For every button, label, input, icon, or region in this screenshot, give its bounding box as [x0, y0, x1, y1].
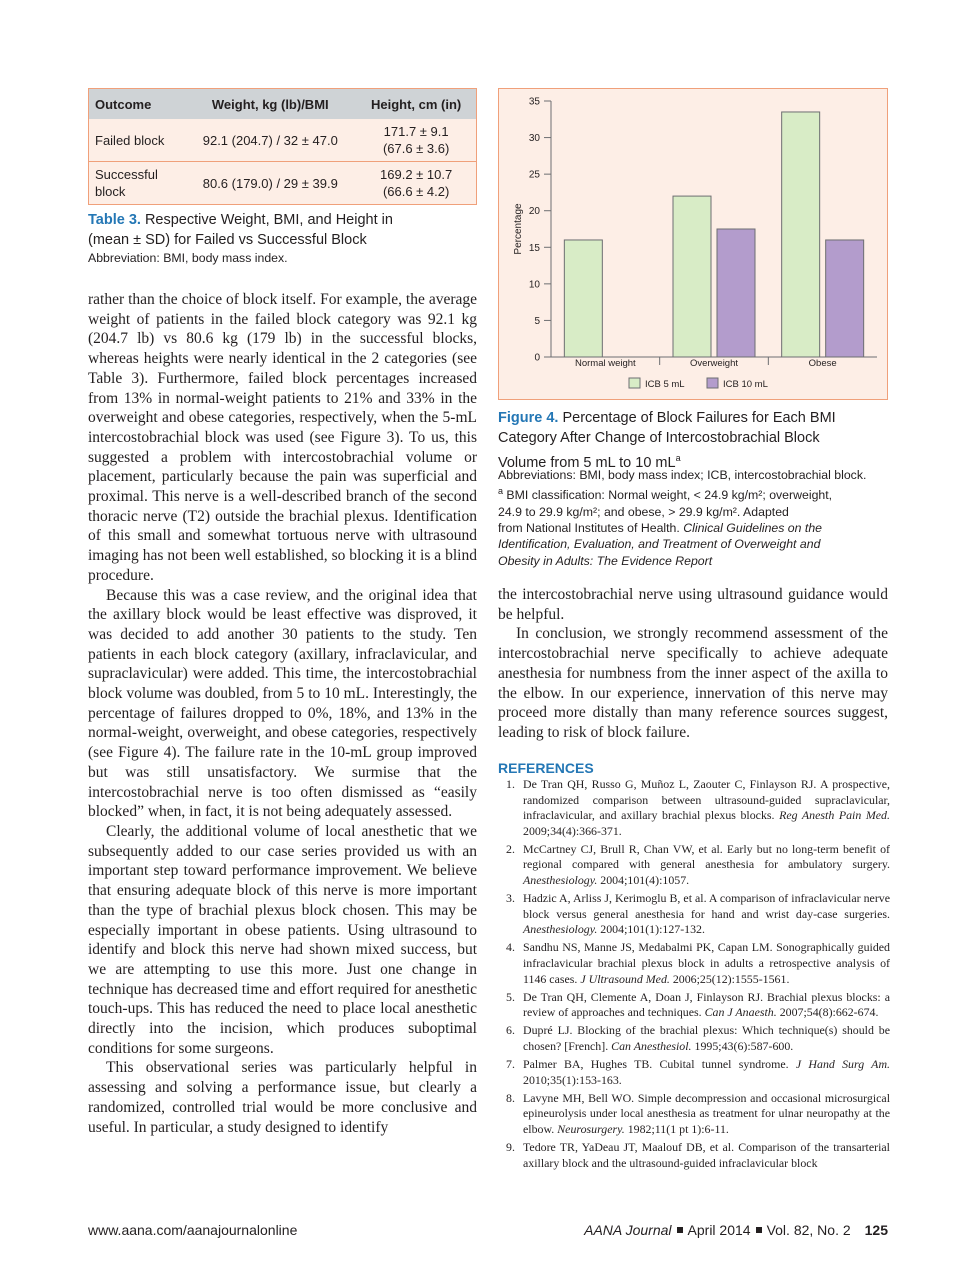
table-3-caption: [88, 210, 480, 250]
table-3-abbreviation: Abbreviation: BMI, body mass index.: [88, 251, 288, 265]
reference-text: Tedore TR, YaDeau JT, Maalouf DB, et al. Comparison of the transarterial axillary block and the ultrasound-guided infraclavicular block: [523, 1140, 890, 1170]
left-column: [88, 290, 477, 1137]
bar: [673, 196, 711, 357]
reference-journal: Neurosurgery.: [557, 1121, 625, 1136]
y-tick-label: 30: [528, 133, 540, 145]
reference-item: [498, 842, 890, 889]
reference-number: 8.: [506, 1090, 515, 1105]
table-cell-outcome: Failed block: [89, 119, 185, 162]
paragraph: Clearly, the additional volume of local anesthetic that we subsequently added to our case series provided us with an important step toward performance improvement. We believe that ensuring adequate block of this nerve is more important than the type of brachial plexus block chosen. This may be especially important in obese patients. Using ultrasound to identify and block this nerve had shown mixed success, but we are attempting to use this more. Just one change in technique has decreased time and effort required for anesthetic touch-ups. This has reduced the need to place local anesthetic directly into the incision, which produces suboptimal conditions for some surgeons.: [88, 822, 477, 1057]
reference-number: 5.: [506, 989, 515, 1004]
figure-4-abbreviations: Abbreviations: BMI, body mass index; ICB, intercostobrachial block.: [498, 468, 867, 482]
reference-journal: Anesthesiology.: [523, 922, 598, 937]
reference-text: De Tran QH, Clemente A, Doan J, Finlayson RJ. Brachial plexus blocks: a review of approaches and techniques.: [523, 989, 890, 1020]
references-heading: REFERENCES: [498, 760, 594, 776]
paragraph: rather than the choice of block itself. For example, the average weight of patients in the failed block category was 92.1 kg (204.7 lb) vs 80.6 kg (179 lb) in the successful blocks, whereas heights were nearly identical in the 2 categories (see Table 3). Furthermore, failed block percentages increased from 13% in normal-weight patients to 21% and 33% in the overweight and obese categories, respectively, when the 5-mL intercostobrachial block was used (see Figure 3). To us, this suggested a problem with intercostobrachial volume or placement, particularly because the pain was superficial and proximal. This nerve is a well-described branch of the second thoracic nerve (T2) outside the brachial plexus. Identification of this small and somewhat tortuous nerve with ultrasound imaging has not been well established, so blocking it is a blind procedure.: [88, 291, 477, 584]
footer-citation: [584, 1222, 888, 1238]
footer-volume: Vol. 82, No. 2: [766, 1222, 851, 1238]
figure-4-caption-line-2: Category After Change of Intercostobrachial Block: [498, 430, 820, 446]
note-line-4: Identification, Evaluation, and Treatment of Overweight and: [498, 537, 821, 552]
note-line-3: from National Institutes of Health.: [498, 520, 684, 535]
reference-details: 1995;43(6):587-600.: [691, 1039, 794, 1053]
figure-4-caption-label: Figure 4.: [498, 410, 559, 426]
table-3-caption-line-2: (mean ± SD) for Failed vs Successful Block: [88, 232, 367, 248]
reference-details: 2006;25(12):1555-1561.: [669, 971, 790, 986]
footer-journal: AANA Journal: [584, 1222, 672, 1238]
reference-number: 7.: [506, 1057, 515, 1072]
note-superscript: a: [498, 486, 504, 497]
paragraph: In conclusion, we strongly recommend assessment of the intercostobrachial nerve specifically to achieve adequate anesthesia for numbness from the inner aspect of the axilla to the elbow. In our experience, innervation of this nerve may proceed more distally than many reference sources suggest, leading to risk of block failure.: [498, 625, 888, 741]
y-tick-label: 20: [528, 206, 540, 218]
page-number: 125: [864, 1222, 888, 1238]
separator-square: [756, 1227, 762, 1233]
table-cell-height: [356, 119, 476, 162]
legend-label: ICB 10 mL: [723, 379, 768, 390]
height-cm: 169.2 ± 10.7: [380, 167, 453, 182]
note-line-1: BMI classification: Normal weight, < 24.9 kg/m²; overweight,: [503, 488, 833, 503]
reference-details: 2007;54(8):662-674.: [776, 1005, 879, 1020]
reference-text: Lavyne MH, Bell WO. Simple decompression and occasional microsurgical epineurolysis under local anesthesia as treatment for ulnar neuropathy at the elbow.: [523, 1090, 890, 1136]
y-axis-title: Percentage: [513, 203, 524, 255]
x-tick-label: Overweight: [689, 358, 739, 369]
table-3-caption-line-1: Respective Weight, BMI, and Height in: [144, 212, 393, 228]
note-line-5: Obesity in Adults: The Evidence Report: [498, 553, 713, 568]
reference-item: [498, 1140, 890, 1171]
reference-item: [498, 1091, 890, 1138]
bar-chart: [499, 89, 886, 398]
reference-number: 9.: [506, 1140, 515, 1155]
figure-4-caption: [498, 408, 890, 473]
reference-item: [498, 940, 890, 987]
reference-details: 2009;34(4):366-371.: [523, 823, 622, 838]
figure-4-notes: [498, 467, 890, 569]
reference-journal: Can Anesthesiol.: [611, 1039, 692, 1053]
reference-journal: Reg Anesth Pain Med.: [779, 808, 890, 823]
figure-4-caption-line-3: Volume from 5 mL to 10 mL: [498, 454, 676, 471]
reference-journal: J Hand Surg Am.: [795, 1057, 891, 1072]
paragraph: the intercostobrachial nerve using ultrasound guidance would be helpful.: [498, 586, 888, 623]
footer-date: April 2014: [687, 1222, 751, 1238]
x-tick-label: Normal weight: [574, 358, 636, 369]
reference-number: 3.: [506, 891, 515, 906]
reference-number: 1.: [506, 777, 515, 791]
table-cell-weight: 92.1 (204.7) / 32 ± 47.0: [184, 119, 356, 162]
table-cell-outcome: [89, 162, 185, 205]
figure-4-chart: [498, 88, 888, 400]
right-column: [498, 585, 888, 743]
y-tick-label: 0: [534, 352, 540, 364]
reference-text: Sandhu NS, Manne JS, Medabalmi PK, Capan LM. Sonographically guided infraclavicular brachial plexus block in adults a retrospective analysis of 1146 cases.: [523, 940, 890, 986]
table-row: [89, 119, 477, 162]
bar: [717, 229, 755, 357]
outcome-line-2: block: [95, 184, 126, 199]
reference-item: [498, 990, 890, 1021]
table-cell-weight: 80.6 (179.0) / 29 ± 39.9: [184, 162, 356, 205]
reference-number: 4.: [506, 940, 515, 955]
reference-text: Palmer BA, Hughes TB. Cubital tunnel syndrome.: [523, 1057, 796, 1072]
bar: [782, 112, 820, 357]
footer-url: www.aana.com/aanajournalonline: [88, 1222, 298, 1238]
paragraph: Because this was a case review, and the original idea that the axillary block would be least effective was disproved, it was decided to add another 30 patients to the study. Ten patients in each block category (axillary, infraclavicular, and supraclavicular) were added. This time, the intercostobrachial block volume was doubled, from 5 to 10 mL. Interestingly, the percentage of failures dropped to 0%, 18%, and 13% in the normal-weight, overweight, and obese categories, respectively (see Figure 4). The failure rate in the 10-mL group improved but was still unsatisfactory. We surmise that the intercostobrachial nerve is too often dismissed as “easily blocked” when, in fact, it is not being adequately assessed.: [88, 586, 477, 821]
y-tick-label: 10: [528, 279, 540, 291]
legend-swatch: [707, 378, 718, 388]
bar: [564, 240, 602, 357]
reference-details: 2004;101(1):127-132.: [597, 922, 705, 937]
table-header-row: [89, 89, 477, 120]
caption-superscript: a: [675, 453, 681, 463]
reference-journal: Can J Anaesth.: [704, 1005, 777, 1020]
table-header-weight: Weight, kg (lb)/BMI: [184, 89, 356, 120]
table-row: [89, 162, 477, 205]
note-line-3-italic: Clinical Guidelines on the: [683, 520, 822, 535]
separator-square: [677, 1227, 683, 1233]
reference-journal: Anesthesiology.: [523, 873, 598, 888]
paragraph: This observational series was particularly helpful in assessing and solving a performance issue, but clearly a randomized, controlled trial would be more conclusive and useful. In particular, a study designed to identify: [88, 1059, 477, 1136]
outcome-line-1: Successful: [95, 167, 158, 182]
reference-text: Hadzic A, Arliss J, Kerimoglu B, et al. A comparison of infraclavicular nerve block versus general anesthesia for hand and wrist day-case surgeries.: [523, 891, 890, 921]
height-in: (67.6 ± 3.6): [382, 141, 450, 156]
x-tick-label: Obese: [808, 358, 837, 369]
reference-number: 6.: [506, 1023, 515, 1038]
bar: [826, 240, 864, 357]
reference-journal: J Ultrasound Med.: [580, 971, 670, 986]
table-header-height: Height, cm (in): [356, 89, 476, 120]
table-cell-height: [356, 162, 476, 205]
reference-number: 2.: [506, 841, 515, 856]
y-tick-label: 25: [528, 169, 540, 181]
table-header-outcome: Outcome: [89, 89, 185, 120]
references-list: [498, 777, 890, 1174]
y-tick-label: 5: [534, 315, 540, 327]
reference-item: [498, 1057, 890, 1088]
reference-item: [498, 777, 890, 839]
reference-details: 1982;11(1 pt 1):6-11.: [624, 1121, 729, 1136]
figure-4-caption-line-1: Percentage of Block Failures for Each BMI: [562, 410, 836, 426]
y-tick-label: 35: [528, 96, 540, 108]
reference-item: [498, 891, 890, 938]
reference-text: Dupré LJ. Blocking of the brachial plexus: Which technique(s) should be chosen? [French].: [523, 1023, 890, 1053]
legend-swatch: [629, 378, 640, 388]
table-3: [88, 88, 477, 205]
table-3-caption-label: Table 3.: [88, 212, 141, 228]
reference-text: McCartney CJ, Brull R, Chan VW, et al. Early but no long-term benefit of regional compared with general anesthesia for ambulatory surgery.: [523, 841, 890, 872]
height-in: (66.6 ± 4.2): [382, 184, 450, 199]
reference-item: [498, 1023, 890, 1054]
y-tick-label: 15: [528, 242, 540, 254]
reference-details: 2010;35(1):153-163.: [523, 1072, 622, 1087]
reference-text: De Tran QH, Russo G, Muñoz L, Zaouter C, Finlayson RJ. A prospective, randomized comparison between ultrasound-guided supraclavicular, infraclavicular, and axillary brachial plexus blocks.: [523, 777, 890, 823]
note-line-2: 24.9 to 29.9 kg/m²; and obese, > 29.9 kg/m². Adapted: [498, 504, 789, 519]
legend-label: ICB 5 mL: [645, 379, 685, 390]
reference-details: 2004;101(4):1057.: [597, 873, 690, 888]
height-cm: 171.7 ± 9.1: [383, 124, 449, 139]
